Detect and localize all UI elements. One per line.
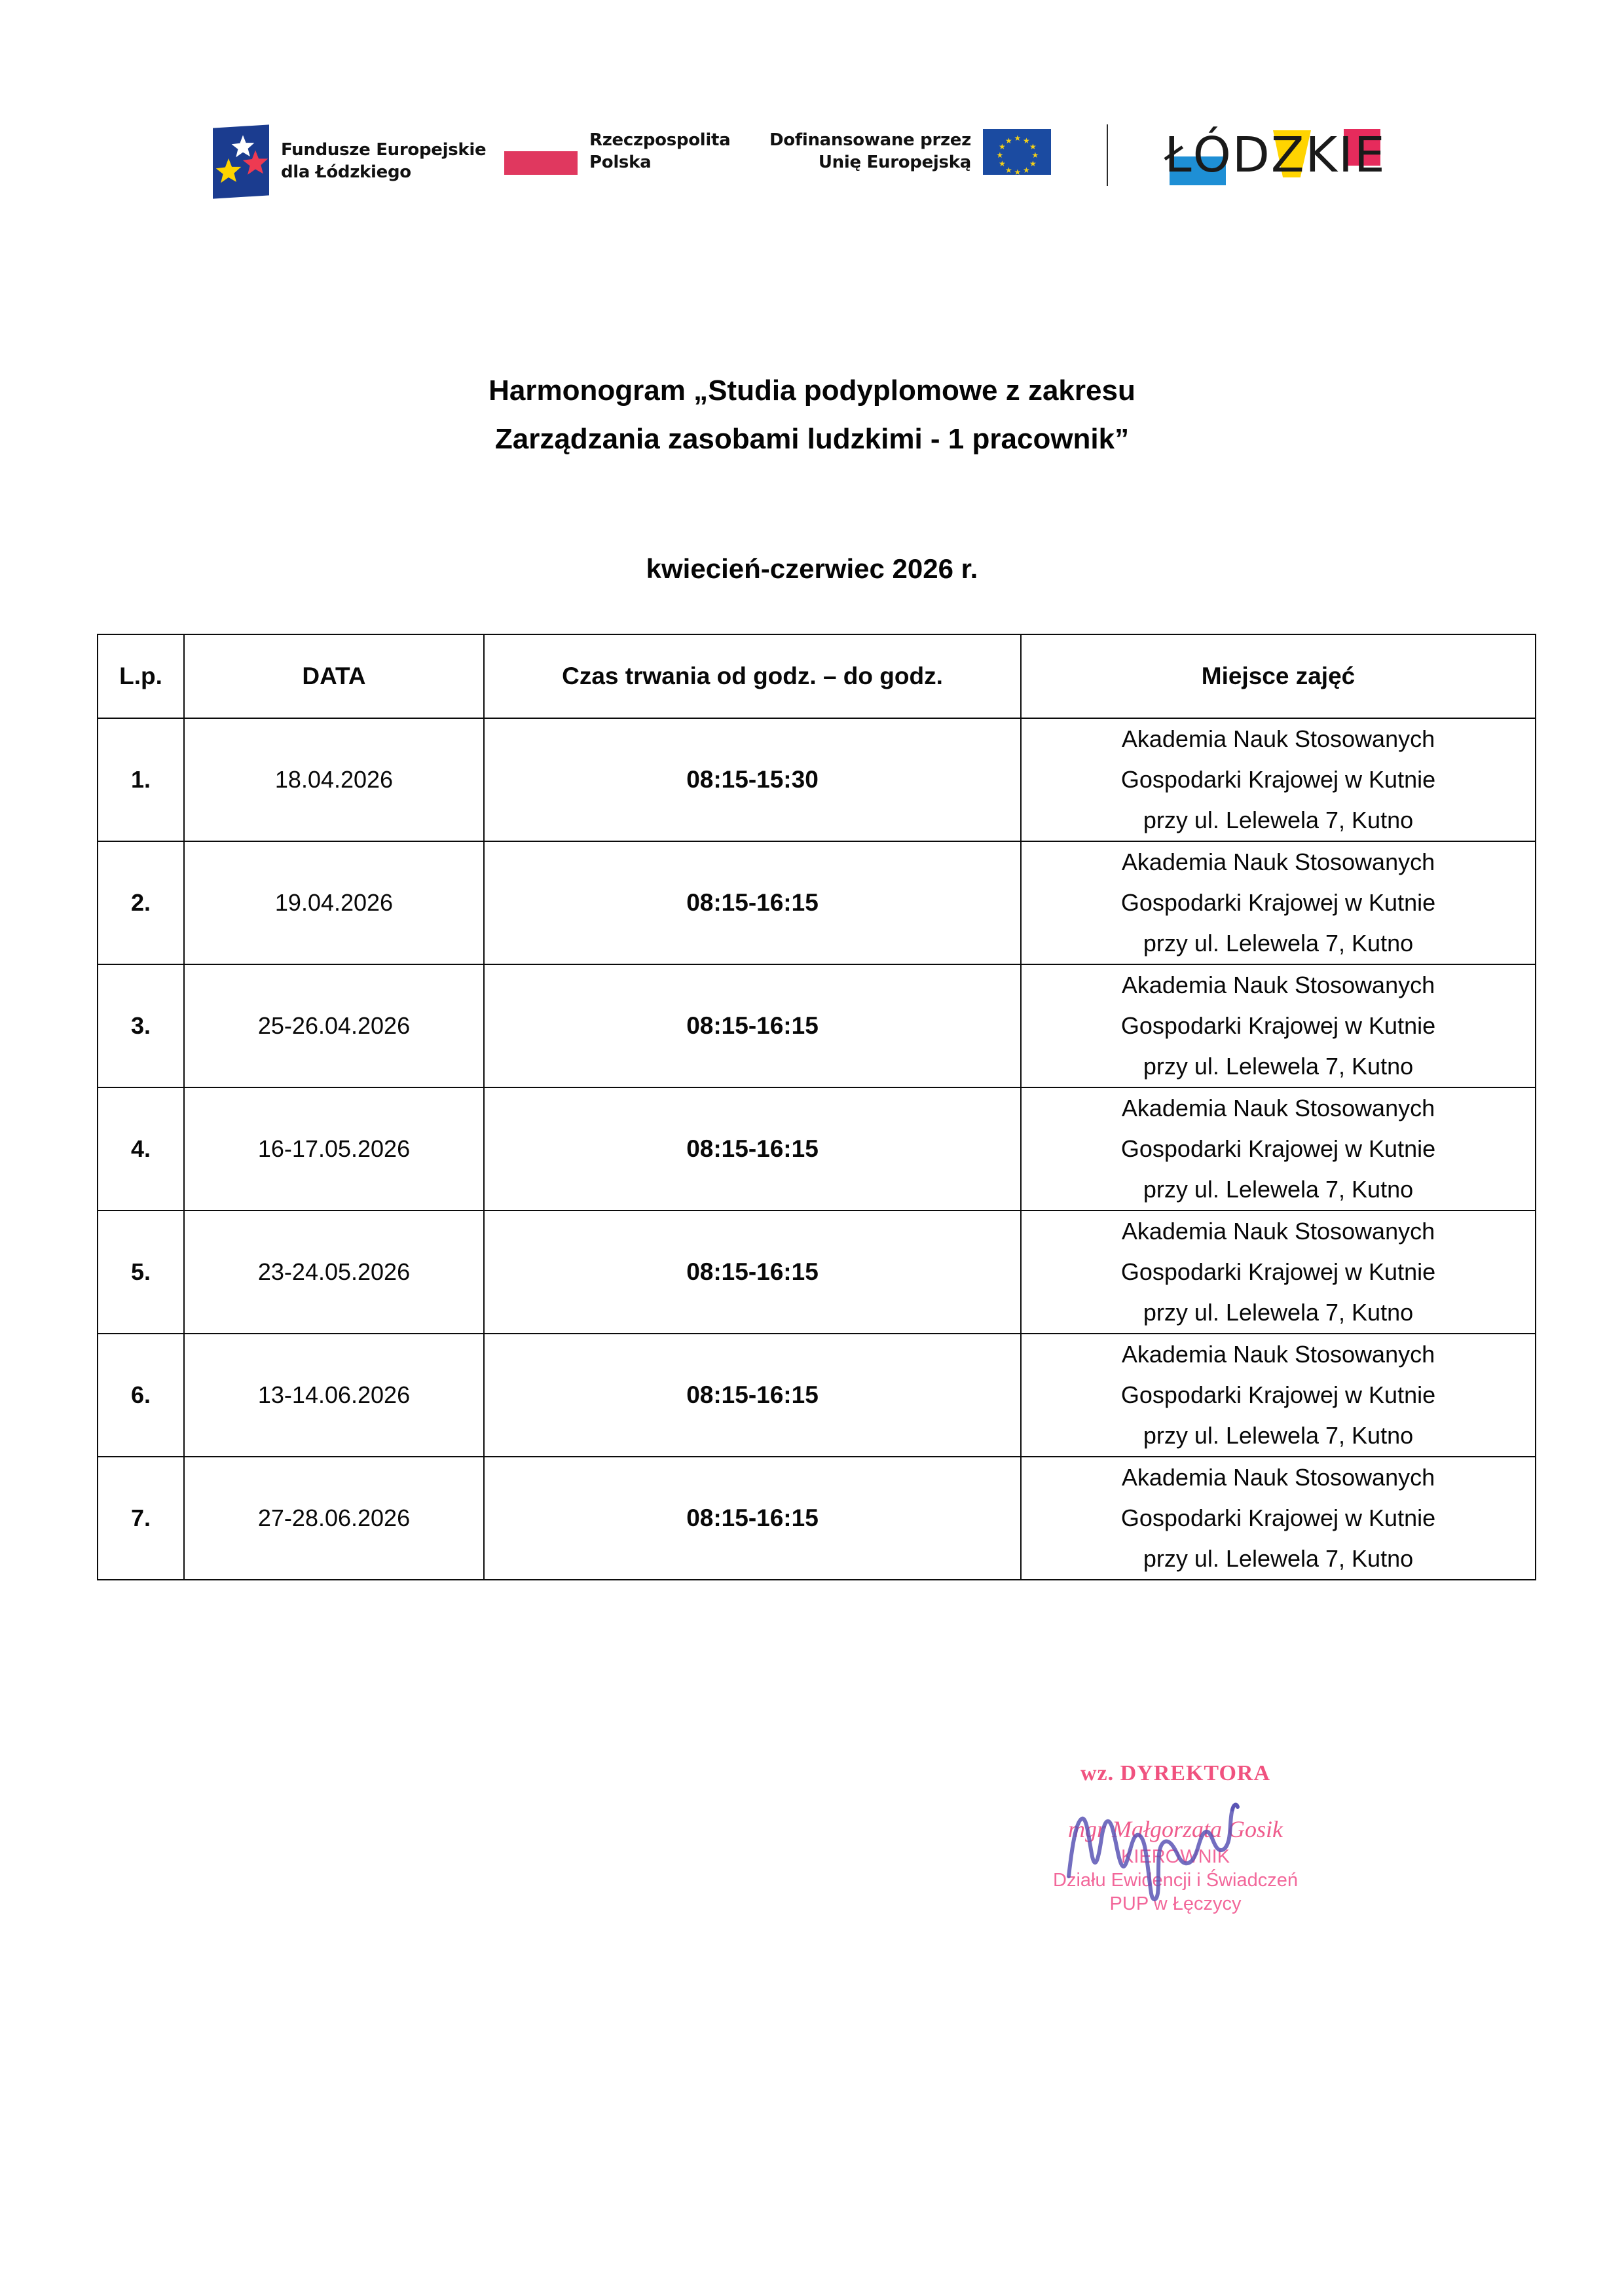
cell-place: [1021, 841, 1536, 964]
page-title-line2: Zarządzania zasobami ludzkimi - 1 pracownik”: [494, 423, 1130, 455]
yellow-star-icon: [215, 156, 242, 186]
cell-place-line: przy ul. Lelewela 7, Kutno: [1143, 807, 1414, 833]
cell-lp: 6.: [98, 1334, 184, 1457]
red-star-icon: [242, 148, 269, 177]
cell-place: [1021, 1334, 1536, 1457]
stamp-line-pup: PUP w Łęczycy: [1109, 1893, 1242, 1914]
cell-time: 08:15-16:15: [484, 1334, 1021, 1457]
schedule-table-container: [97, 634, 1535, 1580]
logo-lodzkie: [1107, 121, 1386, 189]
cell-place-line: Akademia Nauk Stosowanych: [1121, 1464, 1435, 1491]
cell-place-line: Gospodarki Krajowej w Kutnie: [1120, 1504, 1436, 1531]
ue-label-line1: Dofinansowane przez: [769, 130, 971, 151]
stamp-line-dyrektora: wz. DYREKTORA: [1080, 1761, 1271, 1785]
cell-time: 08:15-16:15: [484, 1211, 1021, 1334]
cell-time: 08:15-16:15: [484, 964, 1021, 1087]
cell-place-line: Akademia Nauk Stosowanych: [1121, 1095, 1435, 1121]
page-title-line1: Harmonogram „Studia podyplomowe z zakresu: [489, 374, 1135, 407]
page-subtitle-period: kwiecień-czerwiec 2026 r.: [646, 553, 978, 584]
logo-divider: [1107, 124, 1108, 186]
table-row: [98, 964, 1536, 1087]
cell-place: [1021, 1087, 1536, 1211]
cell-place-line: przy ul. Lelewela 7, Kutno: [1143, 1545, 1414, 1572]
eu-flag-icon: ★ ★ ★ ★ ★ ★ ★ ★ ★ ★ ★ ★: [983, 129, 1051, 175]
table-row: [98, 1457, 1536, 1580]
cell-date: 23-24.05.2026: [184, 1211, 484, 1334]
cell-place-line: przy ul. Lelewela 7, Kutno: [1143, 1422, 1414, 1449]
column-header-lp: L.p.: [98, 634, 184, 718]
stamp-line-name: mgr Małgorzata Gosik: [1067, 1816, 1283, 1842]
schedule-table: [97, 634, 1536, 1580]
logo-fundusze-europejskie-label: [281, 139, 486, 184]
polish-flag-icon: [504, 129, 578, 175]
cell-place-line: przy ul. Lelewela 7, Kutno: [1143, 1176, 1414, 1203]
cell-place-line: Gospodarki Krajowej w Kutnie: [1120, 1012, 1436, 1039]
cell-place: [1021, 964, 1536, 1087]
column-header-date: DATA: [184, 634, 484, 718]
column-header-place: Miejsce zajęć: [1021, 634, 1536, 718]
table-row: [98, 718, 1536, 841]
column-header-time: Czas trwania od godz. – do godz.: [484, 634, 1021, 718]
cell-place-line: przy ul. Lelewela 7, Kutno: [1143, 1299, 1414, 1326]
cell-place-line: Akademia Nauk Stosowanych: [1121, 972, 1435, 998]
cell-place: [1021, 718, 1536, 841]
cell-place-line: Akademia Nauk Stosowanych: [1121, 1218, 1435, 1245]
cell-place-line: Akademia Nauk Stosowanych: [1121, 725, 1435, 752]
cell-lp: 3.: [98, 964, 184, 1087]
fundusze-europejskie-flag-icon: [213, 124, 269, 198]
fe-label-line2: dla Łódzkiego: [281, 162, 411, 182]
stamp-line-dzial: Działu Ewidencji i Świadczeń: [1053, 1870, 1298, 1891]
table-row: [98, 1087, 1536, 1211]
cell-lp: 2.: [98, 841, 184, 964]
cell-lp: 5.: [98, 1211, 184, 1334]
cell-place: [1021, 1457, 1536, 1580]
cell-place-line: Gospodarki Krajowej w Kutnie: [1120, 889, 1436, 916]
logo-fundusze-europejskie: [213, 126, 486, 197]
cell-place-line: przy ul. Lelewela 7, Kutno: [1143, 930, 1414, 957]
cell-time: 08:15-16:15: [484, 1087, 1021, 1211]
cell-date: 18.04.2026: [184, 718, 484, 841]
cell-date: 19.04.2026: [184, 841, 484, 964]
logo-ue-label: [769, 130, 971, 174]
stamp-line-kierownik: KIEROWNIK: [1121, 1846, 1230, 1867]
cell-place-line: Gospodarki Krajowej w Kutnie: [1120, 766, 1436, 793]
cell-place-line: Gospodarki Krajowej w Kutnie: [1120, 1258, 1436, 1285]
fe-label-line1: Fundusze Europejskie: [281, 140, 487, 160]
eu-funding-logo-bar: [0, 115, 1624, 213]
cell-date: 25-26.04.2026: [184, 964, 484, 1087]
page-title: [0, 367, 1624, 464]
cell-place-line: Gospodarki Krajowej w Kutnie: [1120, 1381, 1436, 1408]
cell-place: [1021, 1211, 1536, 1334]
cell-time: 08:15-16:15: [484, 841, 1021, 964]
cell-place-line: przy ul. Lelewela 7, Kutno: [1143, 1053, 1414, 1080]
cell-lp: 4.: [98, 1087, 184, 1211]
cell-place-line: Akademia Nauk Stosowanych: [1121, 848, 1435, 875]
table-row: [98, 1334, 1536, 1457]
lodzkie-wordmark-text: ŁÓDZKIE: [1164, 127, 1386, 183]
rp-label-line1: Rzeczpospolita: [589, 130, 731, 151]
cell-lp: 1.: [98, 718, 184, 841]
director-signature-stamp: [1035, 1760, 1316, 1923]
logo-rzeczpospolita-polska: [504, 129, 730, 175]
cell-date: 27-28.06.2026: [184, 1457, 484, 1580]
table-header-row: [98, 634, 1536, 718]
cell-place-line: Gospodarki Krajowej w Kutnie: [1120, 1135, 1436, 1162]
table-row: [98, 841, 1536, 964]
cell-lp: 7.: [98, 1457, 184, 1580]
cell-time: 08:15-16:15: [484, 1457, 1021, 1580]
logo-unia-europejska: [769, 129, 1051, 175]
ue-label-line2: Unię Europejską: [818, 153, 971, 172]
cell-date: 16-17.05.2026: [184, 1087, 484, 1211]
table-row: [98, 1211, 1536, 1334]
lodzkie-wordmark-icon: [1164, 121, 1386, 189]
rp-label-line2: Polska: [589, 153, 652, 172]
cell-place-line: Akademia Nauk Stosowanych: [1121, 1341, 1435, 1368]
cell-time: 08:15-15:30: [484, 718, 1021, 841]
logo-rzeczpospolita-label: [589, 130, 730, 174]
cell-date: 13-14.06.2026: [184, 1334, 484, 1457]
